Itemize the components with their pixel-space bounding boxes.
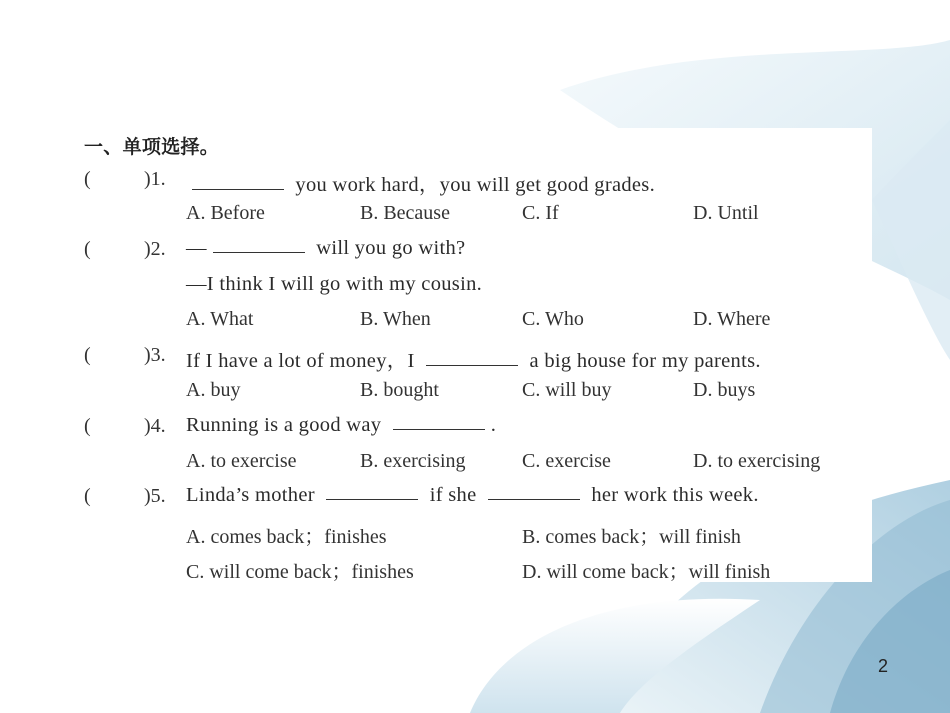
question-number-3: )3. (144, 344, 166, 366)
page-number: 2 (878, 656, 889, 676)
option: B. comes back；will finish (522, 526, 741, 548)
question-5-stem: Linda’s mother if she her work this week. (186, 484, 759, 506)
answer-blank[interactable] (488, 498, 580, 500)
option: D. buys (693, 379, 756, 401)
question-3-stem: If I have a lot of money，I a big house for my parents. (186, 350, 761, 372)
answer-bracket-2: ( (84, 238, 91, 260)
question-number-4: )4. (144, 415, 166, 437)
option: A. comes back；finishes (186, 526, 387, 548)
question-number-1: )1. (144, 168, 166, 190)
option: A. Before (186, 202, 265, 224)
option: C. will buy (522, 379, 612, 401)
question-number-2: )2. (144, 238, 166, 260)
option: B. Because (360, 202, 450, 224)
answer-blank[interactable] (326, 498, 418, 500)
option: B. When (360, 308, 431, 330)
option: C. will come back；finishes (186, 561, 414, 583)
answer-blank[interactable] (213, 251, 305, 253)
answer-bracket-1: ( (84, 168, 91, 190)
question-1-stem: you work hard，you will get good grades. (186, 167, 655, 197)
option: D. will come back；will finish (522, 561, 771, 583)
option: C. Who (522, 308, 584, 330)
question-number-5: )5. (144, 485, 166, 507)
option: A. What (186, 308, 254, 330)
answer-blank[interactable] (393, 428, 485, 430)
option: D. Where (693, 308, 771, 330)
answer-blank[interactable] (426, 364, 518, 366)
option: C. If (522, 202, 559, 224)
section-title: 一、单项选择。 (84, 136, 220, 158)
option: D. to exercising (693, 450, 821, 472)
question-2-line2: —I think I will go with my cousin. (186, 273, 483, 295)
exercise-sheet (76, 128, 872, 582)
answer-bracket-4: ( (84, 415, 91, 437)
option: B. exercising (360, 450, 466, 472)
option: A. buy (186, 379, 241, 401)
question-4-stem: Running is a good way . (186, 414, 497, 436)
option: B. bought (360, 379, 439, 401)
option: A. to exercise (186, 450, 297, 472)
answer-blank[interactable] (192, 188, 284, 190)
option: D. Until (693, 202, 759, 224)
option: C. exercise (522, 450, 611, 472)
answer-bracket-5: ( (84, 485, 91, 507)
question-2-stem: — will you go with? (186, 237, 466, 259)
answer-bracket-3: ( (84, 344, 91, 366)
